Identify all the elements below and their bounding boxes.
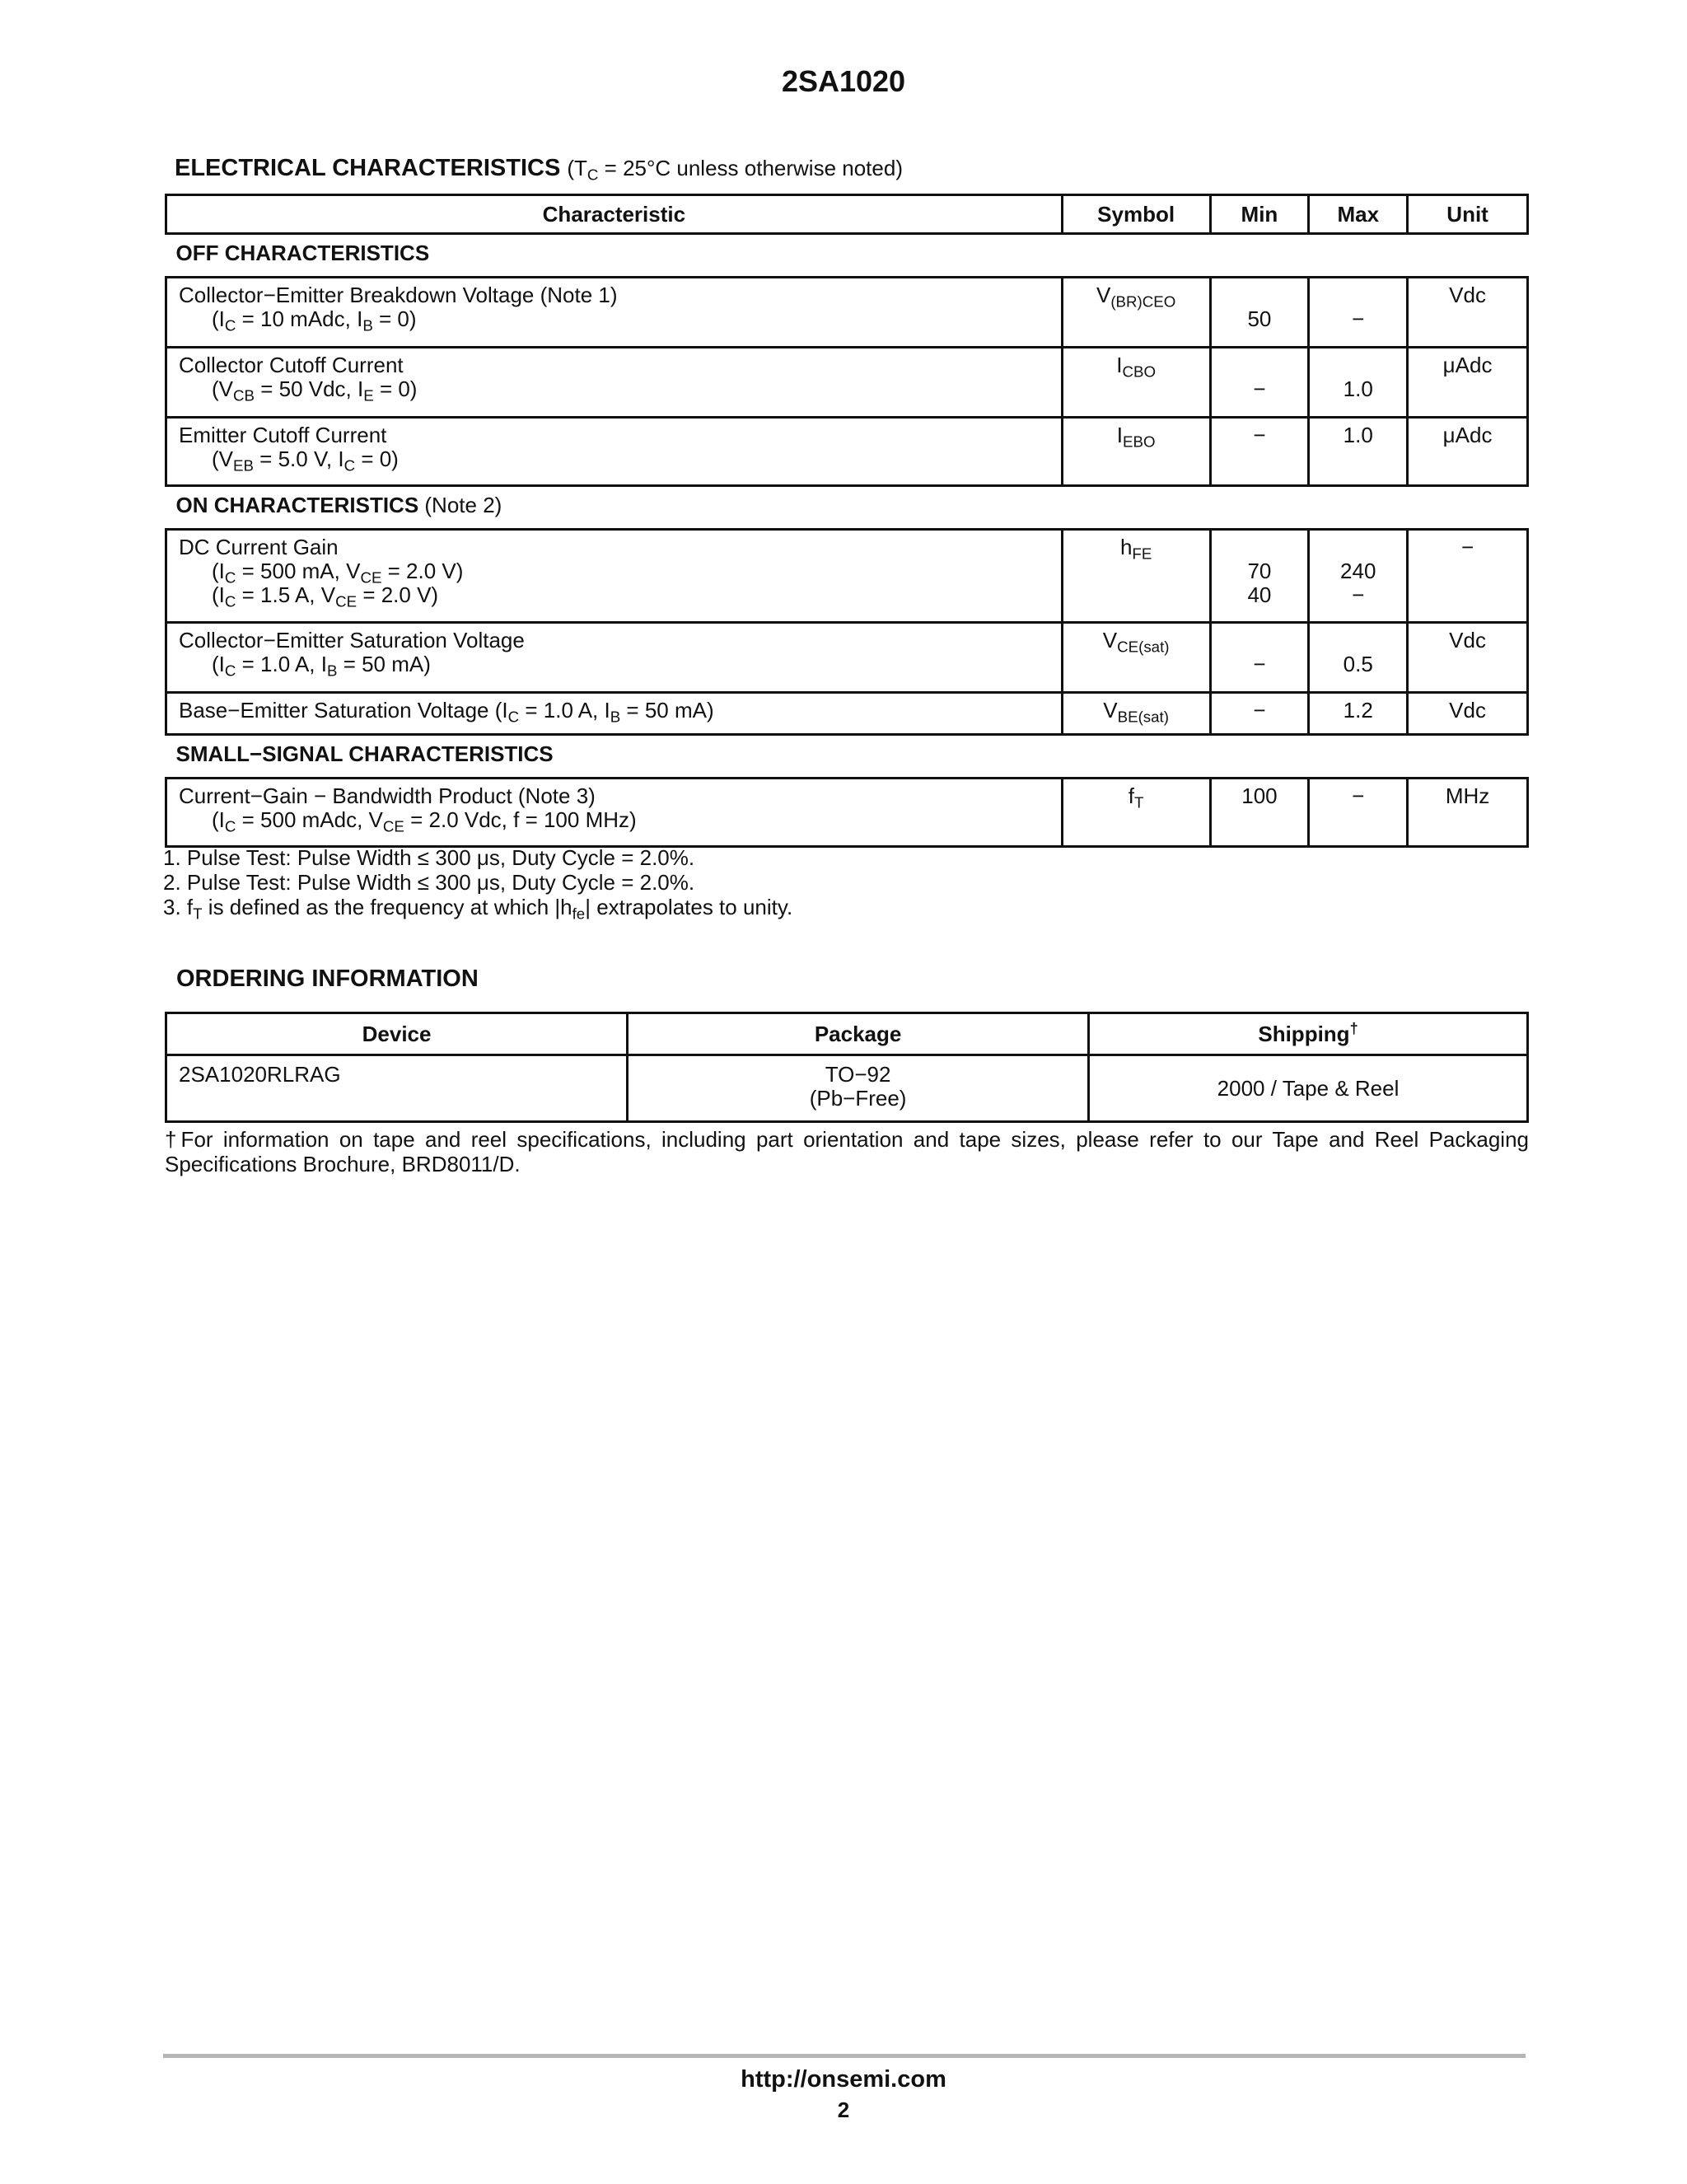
min-cell: 70 40 [1210, 530, 1309, 623]
table-row [166, 779, 1528, 847]
col-header-unit: Unit [1408, 195, 1528, 234]
page-title: 2SA1020 [781, 64, 906, 98]
unit-cell: − [1408, 530, 1528, 623]
col-header-shipping: Shipping† [1089, 1013, 1528, 1055]
group-small-signal-characteristics: SMALL−SIGNAL CHARACTERISTICS [175, 741, 554, 766]
table-row [166, 1055, 1528, 1122]
unit-cell: μAdc [1408, 348, 1528, 418]
col-header-characteristic: Characteristic [166, 195, 1063, 234]
characteristic-cell: DC Current Gain ($I_C = 500$ mA, $V_{CE} = 2.0$ V) ($I_C = 1.5$ A, $V_{CE} = 2.0$ V) [166, 530, 1063, 623]
device-cell: 2SA1020RLRAG [166, 1055, 628, 1122]
footer-url[interactable]: http://onsemi.com [741, 2066, 946, 2093]
max-cell: − [1309, 278, 1408, 348]
col-header-package: Package [628, 1013, 1089, 1055]
table-row [166, 693, 1528, 735]
section-title: ELECTRICAL CHARACTERISTICS [175, 155, 561, 181]
footer-divider [163, 2054, 1526, 2058]
table-row [166, 623, 1528, 693]
symbol-cell: $V_{(BR)CEO}$ [1062, 278, 1210, 348]
col-header-symbol: Symbol [1062, 195, 1210, 234]
table-row [166, 418, 1528, 486]
max-cell: 1.0 [1309, 418, 1408, 486]
characteristic-cell: Collector−Emitter Saturation Voltage ($I_C = 1.0$ A, $I_B = 50$ mA) [166, 623, 1063, 693]
unit-cell: μAdc [1408, 418, 1528, 486]
col-header-max: Max [1309, 195, 1408, 234]
col-header-device: Device [166, 1013, 628, 1055]
max-cell: 0.5 [1309, 623, 1408, 693]
ordering-information-heading: ORDERING INFORMATION [176, 966, 479, 992]
characteristic-cell: Current−Gain − Bandwidth Product (Note 3) ($I_C = 500$ mAdc, $V_{CE} = 2.0$ Vdc, f = 100 MHz) [166, 779, 1063, 847]
group-off-characteristics: OFF CHARACTERISTICS [175, 241, 430, 265]
characteristic-cell: Emitter Cutoff Current ($V_{EB} = 5.0$ V, $I_C = 0$) [166, 418, 1063, 486]
table-row [166, 348, 1528, 418]
min-cell: 100 [1210, 779, 1309, 847]
min-cell: − [1210, 693, 1309, 735]
shipping-footnote: †For information on tape and reel specifications, including part orientation and tape sizes, please refer to our Tape and Reel Packaging Specifications Brochure, BRD8011/D. [165, 1127, 1529, 1176]
symbol-cell: $f_T$ [1062, 779, 1210, 847]
characteristic-cell: Collector Cutoff Current ($V_{CB} = 50$ Vdc, $I_E = 0$) [166, 348, 1063, 418]
symbol-cell: $I_{EBO}$ [1062, 418, 1210, 486]
electrical-characteristics-heading [175, 155, 903, 182]
package-cell: TO−92 (Pb−Free) [628, 1055, 1089, 1122]
max-cell: 1.0 [1309, 348, 1408, 418]
unit-cell: Vdc [1408, 693, 1528, 735]
min-cell: − [1210, 348, 1309, 418]
table-row [166, 530, 1528, 623]
max-cell: − [1309, 779, 1408, 847]
unit-cell: Vdc [1408, 278, 1528, 348]
note-2: 2. Pulse Test: Pulse Width ≤ 300 μs, Duty Cycle = 2.0%. [163, 870, 695, 895]
note-1: 1. Pulse Test: Pulse Width ≤ 300 μs, Duty Cycle = 2.0%. [163, 845, 695, 870]
table-row [166, 278, 1528, 348]
page-number: 2 [837, 2097, 850, 2122]
unit-cell: MHz [1408, 779, 1528, 847]
note-3: 3. $f_T$ is defined as the frequency at which $|h_{fe}|$ extrapolates to unity. [163, 895, 793, 923]
symbol-cell: $V_{CE(sat)}$ [1062, 623, 1210, 693]
max-cell: 240 − [1309, 530, 1408, 623]
col-header-min: Min [1210, 195, 1309, 234]
shipping-cell: 2000 / Tape & Reel [1089, 1055, 1528, 1122]
characteristic-cell: Collector−Emitter Breakdown Voltage (Note 1) ($I_C = 10$ mAdc, $I_B = 0$) [166, 278, 1063, 348]
symbol-cell: $I_{CBO}$ [1062, 348, 1210, 418]
group-on-characteristics: ON CHARACTERISTICS (Note 2) [175, 493, 502, 517]
table-header-row [166, 195, 1528, 234]
unit-cell: Vdc [1408, 623, 1528, 693]
characteristic-cell: Base−Emitter Saturation Voltage ($I_C = 1.0$ A, $I_B = 50$ mA) [166, 693, 1063, 735]
symbol-cell: $h_{FE}$ [1062, 530, 1210, 623]
table-notes [163, 845, 793, 923]
table-header-row [166, 1013, 1528, 1055]
min-cell: − [1210, 418, 1309, 486]
electrical-characteristics-table [165, 194, 1529, 848]
min-cell: − [1210, 623, 1309, 693]
symbol-cell: $V_{BE(sat)}$ [1062, 693, 1210, 735]
min-cell: 50 [1210, 278, 1309, 348]
test-condition: ($T_C = 25^\circ C$ unless otherwise noted) [567, 156, 903, 184]
ordering-table [165, 1012, 1529, 1123]
max-cell: 1.2 [1309, 693, 1408, 735]
